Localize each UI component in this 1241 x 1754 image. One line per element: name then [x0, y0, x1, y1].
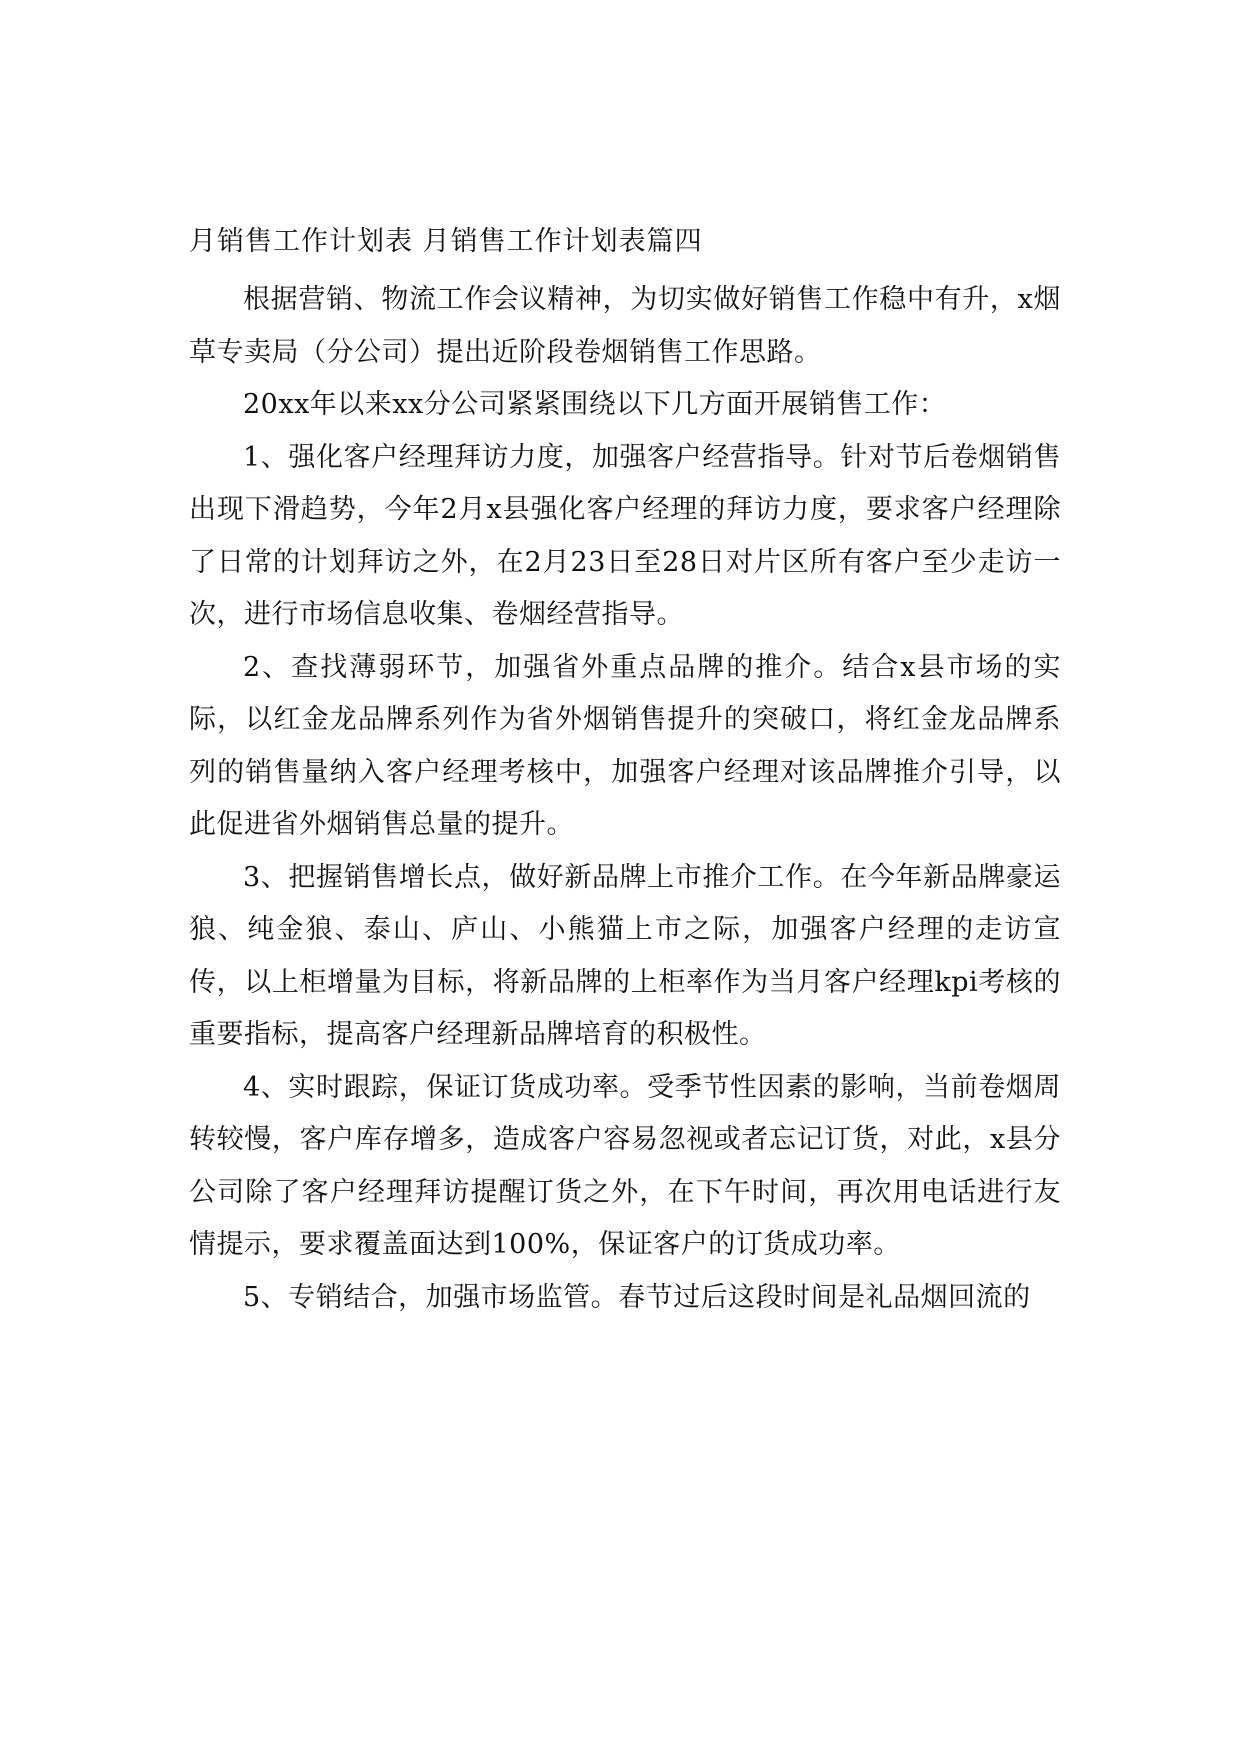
document-title: 月销售工作计划表 月销售工作计划表篇四	[189, 226, 703, 257]
paragraph-item-4: 4、实时跟踪，保证订货成功率。受季节性因素的影响，当前卷烟周转较慢，客户库存增多，造成客户容易忽视或者忘记订货，对此，x县分公司除了客户经理拜访提醒订货之外，在下午时间，再次用电话进行友情提示，要求覆盖面达到100%，保证客户的订货成功率。	[189, 1071, 1061, 1260]
paragraph-item-1: 1、强化客户经理拜访力度，加强客户经营指导。针对节后卷烟销售出现下滑趋势，今年2月x县强化客户经理的拜访力度，要求客户经理除了日常的计划拜访之外，在2月23日至28日对片区所有客户至少走访一次，进行市场信息收集、卷烟经营指导。	[189, 441, 1061, 630]
paragraph-item-3: 3、把握销售增长点，做好新品牌上市推介工作。在今年新品牌豪运狼、纯金狼、泰山、庐山、小熊猫上市之际，加强客户经理的走访宣传，以上柜增量为目标，将新品牌的上柜率作为当月客户经理kpi考核的重要指标，提高客户经理新品牌培育的积极性。	[189, 861, 1061, 1050]
paragraph-item-2: 2、查找薄弱环节，加强省外重点品牌的推介。结合x县市场的实际，以红金龙品牌系列作为省外烟销售提升的突破口，将红金龙品牌系列的销售量纳入客户经理考核中，加强客户经理对该品牌推介引导，以此促进省外烟销售总量的提升。	[189, 651, 1061, 840]
document-body	[189, 222, 1061, 1324]
paragraph-overview: 20xx年以来xx分公司紧紧围绕以下几方面开展销售工作：	[243, 389, 947, 420]
paragraph-item-5: 5、专销结合，加强市场监管。春节过后这段时间是礼品烟回流的	[243, 1281, 1031, 1313]
paragraph-intro: 根据营销、物流工作会议精神，为切实做好销售工作稳中有升，x烟草专卖局（分公司）提出近阶段卷烟销售工作思路。	[189, 284, 1061, 368]
